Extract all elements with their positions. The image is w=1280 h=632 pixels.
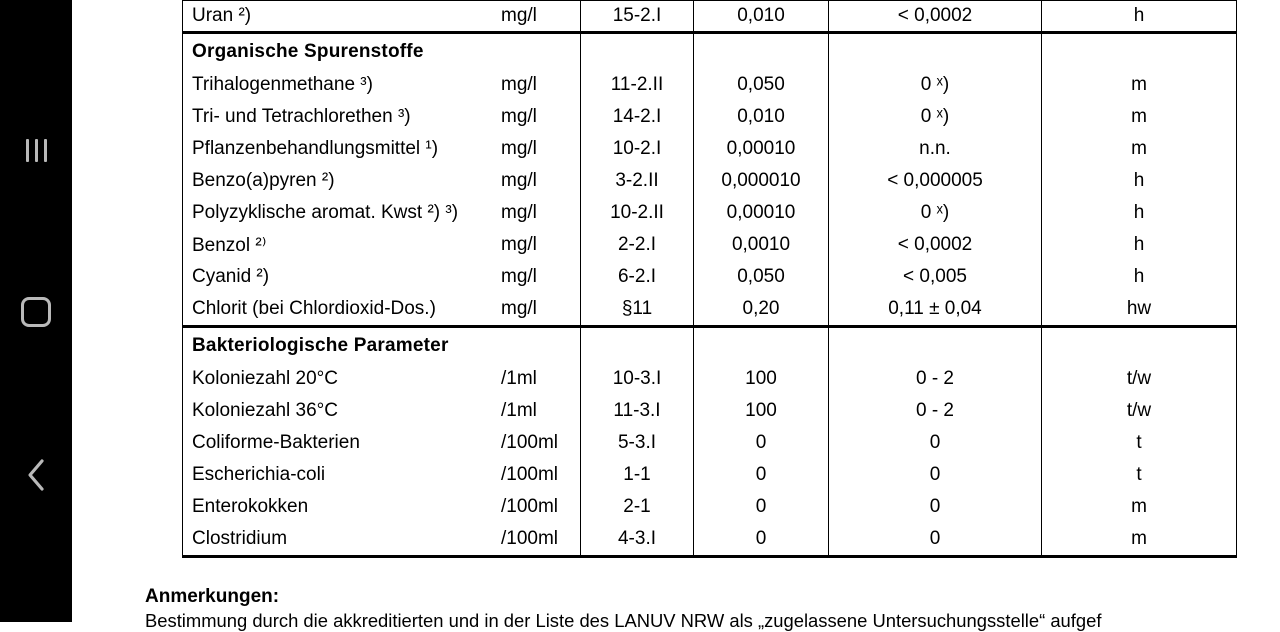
- parameter-name: Cyanid ²): [192, 266, 270, 287]
- table-row: [183, 133, 1236, 165]
- table-row: [183, 491, 1236, 523]
- limit-value-cell: 0,000010: [694, 165, 829, 197]
- parameter-unit: mg/l: [501, 170, 537, 191]
- measured-value-cell: 0 ˣ): [829, 101, 1042, 133]
- parameter-name: Koloniezahl 36°C: [192, 400, 338, 421]
- measured-value-cell: 0: [829, 427, 1042, 459]
- parameter-unit: /1ml: [501, 368, 537, 389]
- frequency-cell: m: [1131, 106, 1147, 127]
- method-code-cell: [581, 34, 694, 69]
- measured-value-cell: [829, 34, 1042, 69]
- measured-value-cell: [829, 328, 1042, 363]
- measured-value-cell: < 0,0002: [829, 1, 1042, 31]
- parameter-unit: /100ml: [501, 496, 559, 517]
- method-code-cell: 10-2.I: [581, 133, 694, 165]
- water-analysis-table: [182, 0, 1237, 558]
- parameter-unit: mg/l: [501, 74, 537, 95]
- measured-value-cell: 0: [829, 459, 1042, 491]
- limit-value-cell: 0,00010: [694, 133, 829, 165]
- table-row: [183, 1, 1236, 34]
- limit-value-cell: 0: [694, 523, 829, 555]
- parameter-name: Bakteriologische Parameter: [192, 334, 449, 356]
- method-code-cell: 6-2.I: [581, 261, 694, 293]
- table-row: [183, 293, 1236, 328]
- notes-text-clipped: Bestimmung durch die akkreditierten und in der Liste des LANUV NRW als „zugelassene Untersuchungsstelle“ aufgef: [145, 610, 1102, 631]
- measured-value-cell: 0,11 ± 0,04: [829, 293, 1042, 325]
- parameter-unit: mg/l: [501, 298, 537, 319]
- table-row: [183, 363, 1236, 395]
- parameter-unit: /100ml: [501, 464, 559, 485]
- limit-value-cell: 100: [694, 395, 829, 427]
- method-code-cell: 5-3.I: [581, 427, 694, 459]
- parameter-unit: mg/l: [501, 234, 537, 255]
- method-code-cell: 15-2.I: [581, 1, 694, 31]
- table-row: [183, 165, 1236, 197]
- limit-value-cell: 0,20: [694, 293, 829, 325]
- table-row: [183, 101, 1236, 133]
- measured-value-cell: < 0,005: [829, 261, 1042, 293]
- parameter-name: Pflanzenbehandlungsmittel ¹): [192, 138, 439, 159]
- parameter-name: Tri- und Tetrachlorethen ³): [192, 106, 411, 127]
- frequency-cell: t: [1136, 432, 1142, 453]
- parameter-name: Clostridium: [192, 528, 288, 549]
- table-row: [183, 328, 1236, 363]
- recents-button[interactable]: [0, 114, 72, 186]
- notes-heading: Anmerkungen:: [145, 586, 280, 607]
- home-icon: [21, 297, 51, 327]
- parameter-unit: mg/l: [501, 266, 537, 287]
- table-row: [183, 459, 1236, 491]
- parameter-name: Trihalogenmethane ³): [192, 74, 373, 95]
- table-row: [183, 261, 1236, 293]
- parameter-name: Polyzyklische aromat. Kwst ²) ³): [192, 202, 459, 223]
- parameter-name: Chlorit (bei Chlordioxid-Dos.): [192, 298, 436, 319]
- parameter-unit: mg/l: [501, 5, 537, 26]
- measured-value-cell: < 0,000005: [829, 165, 1042, 197]
- frequency-cell: t/w: [1126, 400, 1152, 421]
- table-row: [183, 69, 1236, 101]
- measured-value-cell: 0 ˣ): [829, 197, 1042, 229]
- limit-value-cell: 0: [694, 427, 829, 459]
- measured-value-cell: 0 - 2: [829, 395, 1042, 427]
- method-code-cell: 3-2.II: [581, 165, 694, 197]
- home-button[interactable]: [0, 276, 72, 348]
- parameter-unit: /100ml: [501, 432, 559, 453]
- limit-value-cell: 100: [694, 363, 829, 395]
- frequency-cell: [1042, 328, 1236, 363]
- limit-value-cell: 0,050: [694, 69, 829, 101]
- frequency-cell: h: [1133, 202, 1145, 223]
- frequency-cell: [1042, 34, 1236, 69]
- limit-value-cell: [694, 328, 829, 363]
- table-row: [183, 523, 1236, 555]
- table-row: [183, 395, 1236, 427]
- frequency-cell: h: [1133, 234, 1145, 255]
- limit-value-cell: 0,050: [694, 261, 829, 293]
- frequency-cell: hw: [1126, 298, 1152, 319]
- parameter-name: Benzo(a)pyren ²): [192, 170, 335, 191]
- frequency-cell: m: [1131, 528, 1147, 549]
- method-code-cell: 2-2.I: [581, 229, 694, 261]
- measured-value-cell: 0: [829, 491, 1042, 523]
- parameter-name: Koloniezahl 20°C: [192, 368, 338, 389]
- parameter-name: Uran ²): [192, 5, 252, 26]
- limit-value-cell: 0,010: [694, 101, 829, 133]
- frequency-cell: m: [1131, 74, 1147, 95]
- parameter-unit: mg/l: [501, 138, 537, 159]
- method-code-cell: 10-3.I: [581, 363, 694, 395]
- parameter-name: Enterokokken: [192, 496, 309, 517]
- method-code-cell: 14-2.I: [581, 101, 694, 133]
- method-code-cell: [581, 328, 694, 363]
- android-nav-bar: [0, 0, 72, 622]
- measured-value-cell: 0 ˣ): [829, 69, 1042, 101]
- method-code-cell: 10-2.II: [581, 197, 694, 229]
- frequency-cell: h: [1133, 5, 1145, 26]
- table-row: [183, 427, 1236, 459]
- parameter-name: Escherichia-coli: [192, 464, 326, 485]
- limit-value-cell: 0: [694, 491, 829, 523]
- table-row: [183, 34, 1236, 69]
- frequency-cell: t: [1136, 464, 1142, 485]
- limit-value-cell: 0: [694, 459, 829, 491]
- frequency-cell: h: [1133, 266, 1145, 287]
- method-code-cell: §11: [581, 293, 694, 325]
- limit-value-cell: [694, 34, 829, 69]
- measured-value-cell: 0 - 2: [829, 363, 1042, 395]
- method-code-cell: 11-3.I: [581, 395, 694, 427]
- method-code-cell: 11-2.II: [581, 69, 694, 101]
- measured-value-cell: n.n.: [829, 133, 1042, 165]
- back-icon: [25, 457, 47, 493]
- table-row: [183, 229, 1236, 261]
- table-row: [183, 197, 1236, 229]
- parameter-name: Benzol ²⁾: [192, 234, 267, 256]
- method-code-cell: 2-1: [581, 491, 694, 523]
- recents-icon: [26, 139, 47, 162]
- measured-value-cell: 0: [829, 523, 1042, 555]
- parameter-name: Organische Spurenstoffe: [192, 40, 424, 62]
- parameter-unit: /1ml: [501, 400, 537, 421]
- method-code-cell: 1-1: [581, 459, 694, 491]
- parameter-unit: mg/l: [501, 202, 537, 223]
- parameter-unit: mg/l: [501, 106, 537, 127]
- limit-value-cell: 0,010: [694, 1, 829, 31]
- limit-value-cell: 0,00010: [694, 197, 829, 229]
- measured-value-cell: < 0,0002: [829, 229, 1042, 261]
- parameter-name: Coliforme-Bakterien: [192, 432, 360, 453]
- frequency-cell: m: [1131, 138, 1147, 159]
- method-code-cell: 4-3.I: [581, 523, 694, 555]
- parameter-unit: /100ml: [501, 528, 559, 549]
- frequency-cell: m: [1131, 496, 1147, 517]
- frequency-cell: h: [1133, 170, 1145, 191]
- limit-value-cell: 0,0010: [694, 229, 829, 261]
- frequency-cell: t/w: [1126, 368, 1152, 389]
- back-button[interactable]: [0, 439, 72, 511]
